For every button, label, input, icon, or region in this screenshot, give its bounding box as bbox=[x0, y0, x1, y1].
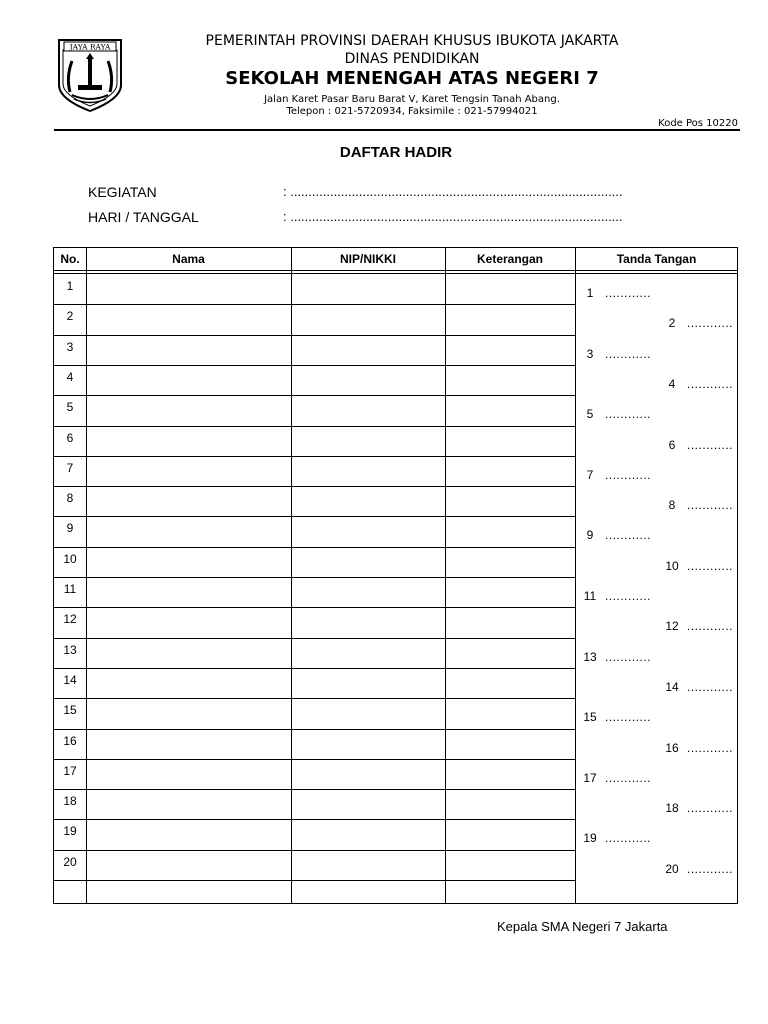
signature-line: ............ bbox=[605, 286, 652, 300]
row-divider bbox=[54, 729, 575, 730]
signature-number: 8 bbox=[668, 498, 676, 513]
signature-slot bbox=[661, 741, 733, 755]
school-phone: Telepon : 021-5720934, Faksimile : 021-57994021 bbox=[286, 106, 538, 117]
signer-title: Kepala SMA Negeri 7 Jakarta bbox=[497, 919, 668, 934]
signature-line: ............ bbox=[687, 498, 734, 513]
document-title: DAFTAR HADIR bbox=[339, 144, 453, 161]
signature-line: ............ bbox=[605, 649, 652, 664]
signature-number: 3 bbox=[586, 346, 594, 361]
row-divider bbox=[54, 789, 575, 790]
row-number: 13 bbox=[63, 642, 77, 657]
signature-number: 5 bbox=[586, 407, 594, 422]
signature-slot bbox=[579, 650, 651, 664]
row-divider bbox=[54, 607, 575, 608]
row-divider bbox=[54, 547, 575, 548]
row-number: 18 bbox=[63, 794, 77, 809]
row-divider bbox=[54, 516, 575, 517]
column-divider bbox=[291, 248, 292, 903]
signature-number: 16 bbox=[665, 740, 679, 755]
column-divider bbox=[86, 248, 87, 903]
signature-line: ............ bbox=[687, 679, 734, 694]
row-number: 4 bbox=[66, 369, 74, 384]
signature-number: 11 bbox=[583, 589, 597, 603]
signature-number: 13 bbox=[583, 649, 597, 664]
field-value-date: : ............................................................................................ bbox=[283, 209, 623, 224]
row-divider bbox=[54, 577, 575, 578]
row-divider bbox=[54, 335, 575, 336]
signature-slot bbox=[579, 468, 651, 482]
signature-number: 20 bbox=[665, 861, 679, 876]
row-number: 11 bbox=[63, 582, 77, 596]
row-divider bbox=[54, 638, 575, 639]
row-number: 5 bbox=[66, 400, 74, 415]
field-value-activity: : ............................................................................................ bbox=[283, 184, 623, 199]
signature-number: 7 bbox=[586, 467, 594, 482]
school-name: SEKOLAH MENENGAH ATAS NEGERI 7 bbox=[225, 68, 599, 89]
signature-slot bbox=[661, 619, 733, 633]
row-number: 12 bbox=[63, 612, 77, 627]
signature-slot bbox=[579, 710, 651, 724]
field-label-activity: KEGIATAN bbox=[88, 184, 157, 200]
signature-line: ............ bbox=[605, 346, 652, 361]
row-divider bbox=[54, 819, 575, 820]
attendance-table bbox=[53, 247, 738, 904]
signature-slot bbox=[579, 528, 651, 542]
signature-line: ............ bbox=[605, 467, 652, 482]
signature-line: ............ bbox=[605, 407, 652, 422]
postal-code: Kode Pos 10220 bbox=[658, 118, 738, 129]
row-divider bbox=[54, 395, 575, 396]
header-notes: Keterangan bbox=[476, 252, 544, 266]
header-divider bbox=[54, 270, 737, 271]
signature-number: 14 bbox=[665, 679, 679, 694]
signature-line: ............ bbox=[605, 528, 652, 543]
signature-line: ............ bbox=[605, 831, 652, 846]
header-divider bbox=[54, 273, 737, 274]
header-no: No. bbox=[60, 252, 80, 266]
row-number: 20 bbox=[63, 854, 77, 869]
row-divider bbox=[54, 850, 575, 851]
signature-number: 1 bbox=[586, 286, 594, 300]
row-number: 16 bbox=[63, 733, 77, 748]
row-number: 10 bbox=[63, 551, 77, 566]
row-divider bbox=[54, 880, 575, 881]
header-nip: NIP/NIKKI bbox=[339, 252, 396, 266]
logo-text: JAYA RAYA bbox=[69, 42, 111, 52]
header-signature: Tanda Tangan bbox=[616, 252, 697, 266]
signature-slot bbox=[579, 347, 651, 361]
row-number: 2 bbox=[66, 309, 74, 324]
school-address: Jalan Karet Pasar Baru Barat V, Karet Tengsin Tanah Abang. bbox=[264, 94, 560, 105]
row-number: 17 bbox=[63, 763, 77, 778]
header-name: Nama bbox=[172, 252, 205, 266]
signature-number: 18 bbox=[665, 801, 679, 816]
signature-line: ............ bbox=[687, 437, 734, 452]
signature-line: ............ bbox=[605, 770, 652, 785]
signature-number: 10 bbox=[665, 558, 679, 573]
signature-number: 17 bbox=[583, 770, 597, 785]
row-divider bbox=[54, 365, 575, 366]
signature-slot bbox=[579, 407, 651, 421]
signature-number: 9 bbox=[586, 528, 594, 543]
signature-slot bbox=[579, 771, 651, 785]
row-number: 3 bbox=[66, 339, 74, 354]
signature-line: ............ bbox=[687, 740, 734, 755]
row-divider bbox=[54, 486, 575, 487]
signature-number: 15 bbox=[583, 710, 597, 725]
signature-line: ............ bbox=[687, 619, 734, 634]
row-number: 7 bbox=[66, 460, 74, 475]
signature-slot bbox=[579, 589, 651, 603]
field-label-date: HARI / TANGGAL bbox=[88, 209, 199, 225]
signature-line: ............ bbox=[605, 710, 652, 725]
row-number: 14 bbox=[63, 672, 77, 687]
signature-line: ............ bbox=[687, 801, 734, 816]
signature-number: 2 bbox=[668, 316, 676, 331]
signature-line: ............ bbox=[687, 861, 734, 876]
row-number: 19 bbox=[63, 824, 77, 839]
signature-number: 4 bbox=[668, 376, 676, 391]
row-number: 6 bbox=[66, 430, 74, 445]
row-number: 8 bbox=[66, 491, 74, 506]
row-divider bbox=[54, 456, 575, 457]
signature-slot bbox=[661, 498, 733, 512]
signature-slot bbox=[579, 831, 651, 845]
row-divider bbox=[54, 304, 575, 305]
column-divider bbox=[445, 248, 446, 903]
row-divider bbox=[54, 668, 575, 669]
signature-slot bbox=[661, 316, 733, 330]
row-divider bbox=[54, 426, 575, 427]
row-number: 1 bbox=[66, 279, 74, 293]
signature-line: ............ bbox=[687, 376, 734, 391]
signature-number: 6 bbox=[668, 437, 676, 452]
signature-line: ............ bbox=[687, 316, 734, 331]
signature-slot bbox=[661, 438, 733, 452]
signature-line: ............ bbox=[687, 558, 734, 573]
signature-slot bbox=[661, 680, 733, 694]
signature-slot bbox=[579, 286, 651, 300]
signature-slot bbox=[661, 559, 733, 573]
signature-slot bbox=[661, 862, 733, 876]
signature-line: ............ bbox=[605, 589, 652, 603]
department-name: DINAS PENDIDIKAN bbox=[344, 51, 480, 67]
signature-number: 19 bbox=[583, 831, 597, 846]
column-divider bbox=[575, 248, 576, 903]
row-number: 15 bbox=[63, 703, 77, 718]
signature-slot bbox=[661, 801, 733, 815]
signature-slot bbox=[661, 377, 733, 391]
row-divider bbox=[54, 698, 575, 699]
row-number: 9 bbox=[66, 521, 74, 536]
government-name: PEMERINTAH PROVINSI DAERAH KHUSUS IBUKOTA JAKARTA bbox=[205, 33, 619, 49]
row-divider bbox=[54, 759, 575, 760]
letterhead-divider bbox=[54, 129, 740, 131]
signature-number: 12 bbox=[665, 619, 679, 634]
